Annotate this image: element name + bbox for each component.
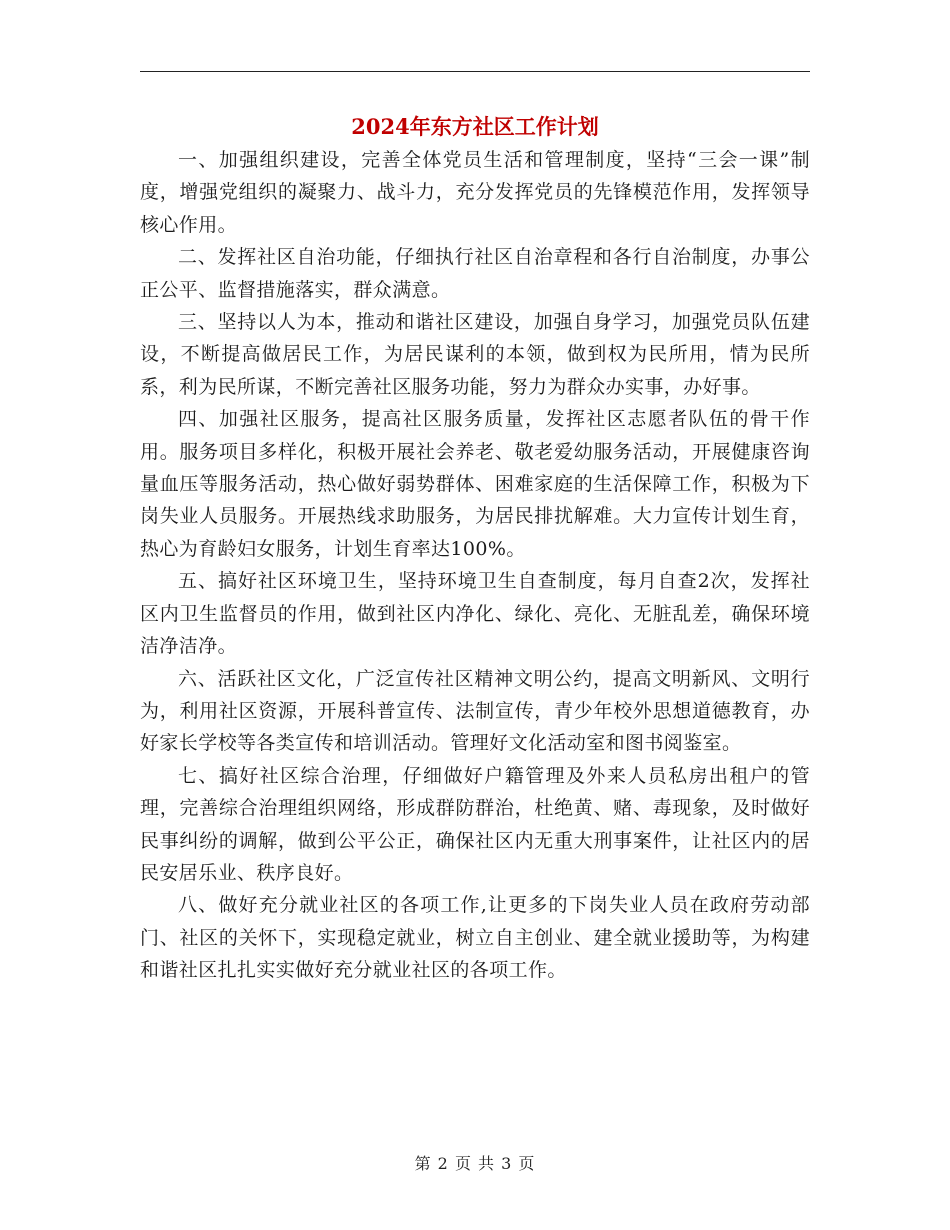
document-title: 2024年东方社区工作计划	[351, 114, 599, 139]
paragraph-6: 六、活跃社区文化，广泛宣传社区精神文明公约，提高文明新风、文明行为，利用社区资源，开展科普宣传、法制宣传，青少年校外思想道德教育，办好家长学校等各类宣传和培训活动。管理好文化活动室和图书阅鉴室。	[140, 667, 810, 755]
paragraph-3: 三、坚持以人为本，推动和谐社区建设，加强自身学习，加强党员队伍建设，不断提高做居民工作，为居民谋利的本领，做到权为民所用，情为民所系，利为民所谋，不断完善社区服务功能，努力为群众办实事，办好事。	[140, 311, 810, 398]
page-number-footer: 第 2 页 共 3 页	[414, 1154, 536, 1173]
paragraph-8: 八、做好充分就业社区的各项工作,让更多的下岗失业人员在政府劳动部门、社区的关怀下，实现稳定就业，树立自主创业、建全就业援助等，为构建和谐社区扎扎实实做好充分就业社区的各项工作。	[140, 894, 810, 982]
paragraph-5: 五、搞好社区环境卫生，坚持环境卫生自查制度，每月自查2次，发挥社区内卫生监督员的作用，做到社区内净化、绿化、亮化、无脏乱差，确保环境洁净洁净。	[140, 570, 810, 658]
paragraph-4: 四、加强社区服务，提高社区服务质量，发挥社区志愿者队伍的骨干作用。服务项目多样化，积极开展社会养老、敬老爱幼服务活动，开展健康咨询量血压等服务活动，热心做好弱势群体、困难家庭的生活保障工作，积极为下岗失业人员服务。开展热线求助服务，为居民排扰解难。大力宣传计划生育，热心为育龄妇女服务，计划生育率达100%。	[140, 408, 810, 560]
document-body	[140, 144, 810, 987]
paragraph-1: 一、加强组织建设，完善全体党员生活和管理制度，坚持“三会一课”制度，增强党组织的凝聚力、战斗力，充分发挥党员的先锋模范作用，发挥领导核心作用。	[140, 149, 810, 236]
paragraph-2: 二、发挥社区自治功能，仔细执行社区自治章程和各行自治制度，办事公正公平、监督措施落实，群众满意。	[140, 246, 810, 301]
paragraph-7: 七、搞好社区综合治理，仔细做好户籍管理及外来人员私房出租户的管理，完善综合治理组织网络，形成群防群治，杜绝黄、赌、毒现象，及时做好民事纠纷的调解，做到公平公正，确保社区内无重大刑事案件，让社区内的居民安居乐业、秩序良好。	[140, 764, 810, 884]
header-rule	[140, 71, 810, 72]
